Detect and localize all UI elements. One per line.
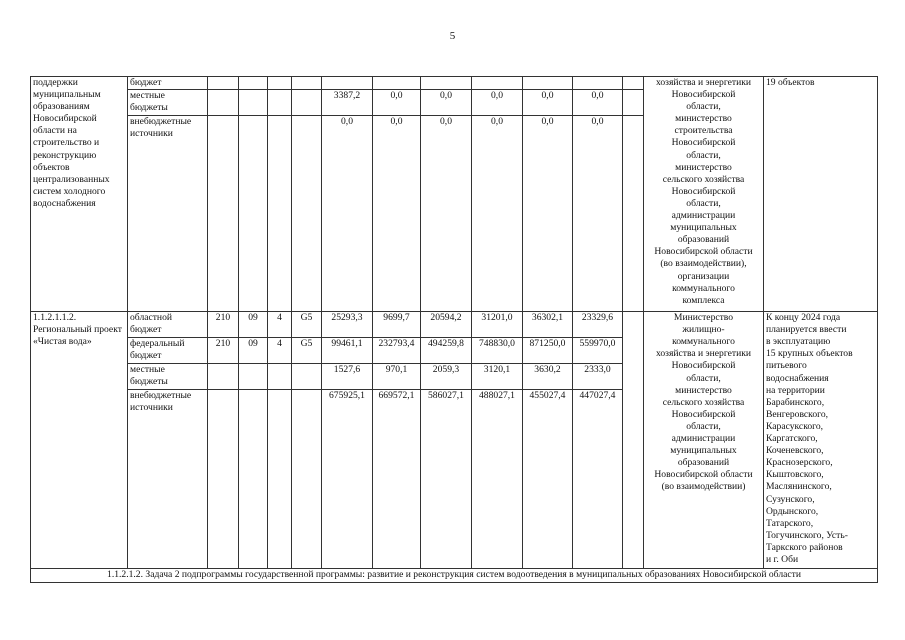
value-cell bbox=[472, 77, 523, 90]
value-cell: 675925,1 bbox=[322, 390, 373, 569]
value-cell: 3630,2 bbox=[523, 364, 573, 390]
value-cell: 9699,7 bbox=[373, 312, 421, 338]
value-cell: 494259,8 bbox=[421, 338, 472, 364]
value-cell: 232793,4 bbox=[373, 338, 421, 364]
value-cell: 31201,0 bbox=[472, 312, 523, 338]
funding-source: областной бюджет bbox=[128, 312, 208, 338]
value-cell: 23329,6 bbox=[573, 312, 623, 338]
funding-source: местные бюджеты bbox=[128, 364, 208, 390]
value-cell bbox=[421, 77, 472, 90]
value-cell: 0,0 bbox=[373, 116, 421, 312]
value-cell: 669572,1 bbox=[373, 390, 421, 569]
value-cell: 3120,1 bbox=[472, 364, 523, 390]
table-row bbox=[31, 77, 878, 90]
value-cell: 0,0 bbox=[472, 116, 523, 312]
value-cell bbox=[322, 77, 373, 90]
event-name-cell: поддержки муниципальным образованиям Новосибирской области на строительство и реконструкцию объектов централизованных систем холодного водоснабжения bbox=[31, 77, 128, 312]
value-cell: 0,0 bbox=[472, 90, 523, 116]
value-cell: 1527,6 bbox=[322, 364, 373, 390]
value-cell: 0,0 bbox=[523, 116, 573, 312]
code-cell: G5 bbox=[292, 338, 322, 364]
value-cell: 0,0 bbox=[573, 116, 623, 312]
result-cell: 19 объектов bbox=[764, 77, 878, 312]
value-cell: 455027,4 bbox=[523, 390, 573, 569]
value-cell: 748830,0 bbox=[472, 338, 523, 364]
code-cell: 4 bbox=[268, 338, 292, 364]
value-cell: 559970,0 bbox=[573, 338, 623, 364]
result-cell: К концу 2024 года планируется ввести в эксплуатацию 15 крупных объектов питьевого водоснабжения на территории Барабинского, Венгеровского, Карасукского, Каргатского, Коченевского, Краснозерского, Кыштовского, Маслянинского, Сузунского, Ордынского, Татарского, Тогучинского, Усть- Таркского районов и г. Оби bbox=[764, 312, 878, 569]
funding-source: внебюджетные источники bbox=[128, 116, 208, 312]
page-number: 5 bbox=[449, 30, 456, 42]
code-cell: G5 bbox=[292, 312, 322, 338]
value-cell: 3387,2 bbox=[322, 90, 373, 116]
funding-source: местные бюджеты bbox=[128, 90, 208, 116]
code-cell: 09 bbox=[239, 312, 268, 338]
value-cell bbox=[373, 77, 421, 90]
value-cell: 0,0 bbox=[421, 116, 472, 312]
value-cell: 0,0 bbox=[523, 90, 573, 116]
value-cell: 488027,1 bbox=[472, 390, 523, 569]
code-cell: 09 bbox=[239, 338, 268, 364]
value-cell: 871250,0 bbox=[523, 338, 573, 364]
value-cell: 36302,1 bbox=[523, 312, 573, 338]
funding-source: бюджет bbox=[128, 77, 208, 90]
code-cell: 210 bbox=[208, 338, 239, 364]
funding-source: федеральный бюджет bbox=[128, 338, 208, 364]
table-row bbox=[31, 312, 878, 338]
executor-cell: Министерство жилищно- коммунального хозяйства и энергетики Новосибирской области, министерство сельского хозяйства Новосибирской области, администрации муниципальных образований Новосибирской области (во взаимодействии) bbox=[644, 312, 764, 569]
value-cell: 0,0 bbox=[421, 90, 472, 116]
value-cell: 0,0 bbox=[373, 90, 421, 116]
code-cell: 4 bbox=[268, 312, 292, 338]
event-name-cell: 1.1.2.1.1.2. Региональный проект «Чистая вода» bbox=[31, 312, 128, 569]
executor-cell: хозяйства и энергетики Новосибирской области, министерство строительства Новосибирской области, министерство сельского хозяйства Новосибирской области, администрации муниципальных образований Новосибирской области (во взаимодействии), организации коммунального комплекса bbox=[644, 77, 764, 312]
value-cell: 0,0 bbox=[573, 90, 623, 116]
program-table bbox=[30, 76, 878, 583]
task-heading: 1.1.2.1.2. Задача 2 подпрограммы государственной программы: развитие и реконструкция систем водоотведения в муниципальных образованиях Новосибирской области bbox=[31, 569, 878, 583]
value-cell: 99461,1 bbox=[322, 338, 373, 364]
value-cell: 25293,3 bbox=[322, 312, 373, 338]
value-cell: 2059,3 bbox=[421, 364, 472, 390]
value-cell: 2333,0 bbox=[573, 364, 623, 390]
value-cell: 586027,1 bbox=[421, 390, 472, 569]
funding-source: внебюджетные источники bbox=[128, 390, 208, 569]
value-cell bbox=[523, 77, 573, 90]
table-row bbox=[31, 569, 878, 583]
value-cell bbox=[573, 77, 623, 90]
value-cell: 447027,4 bbox=[573, 390, 623, 569]
value-cell: 20594,2 bbox=[421, 312, 472, 338]
value-cell: 0,0 bbox=[322, 116, 373, 312]
code-cell: 210 bbox=[208, 312, 239, 338]
value-cell: 970,1 bbox=[373, 364, 421, 390]
